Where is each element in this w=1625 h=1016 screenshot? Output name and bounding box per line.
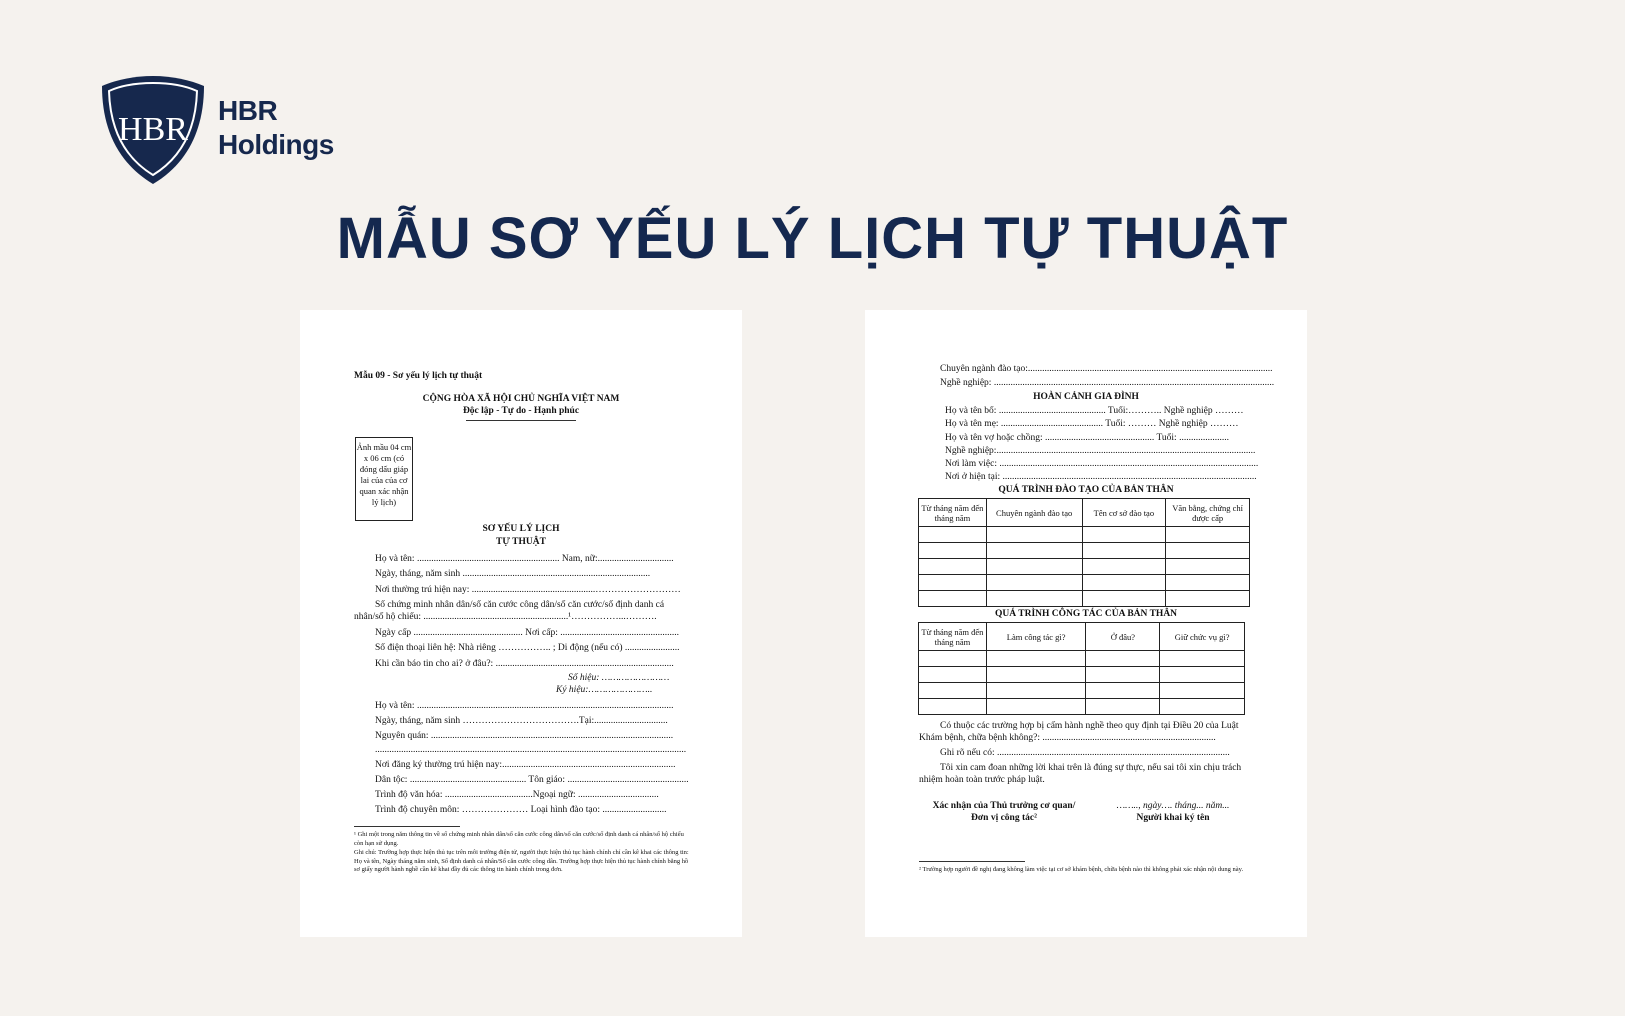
form-line: Số chứng minh nhân dân/số căn cước công dân/số căn cước/số định danh cá bbox=[375, 600, 665, 610]
family-line: Nghề nghiệp:............................................................................................................. bbox=[945, 446, 1256, 456]
table-row bbox=[919, 575, 1250, 591]
national-motto: Độc lập - Tự do - Hạnh phúc bbox=[462, 406, 580, 416]
form-line: Trình độ chuyên môn: ………………… Loại hình đào tạo: ........................... bbox=[375, 805, 667, 815]
form-line: Dân tộc: ................................................. Tôn giáo: ................................................... bbox=[375, 775, 689, 785]
family-line: Họ và tên bố: ............................................. Tuổi:……….. Nghề nghiệp ……… bbox=[945, 406, 1244, 416]
table-header: Làm công tác gì? bbox=[986, 623, 1086, 651]
table-header: Từ tháng năm đến tháng năm bbox=[919, 499, 987, 527]
form-page-2 bbox=[865, 310, 1307, 937]
table-header: Từ tháng năm đến tháng năm bbox=[919, 623, 987, 651]
form-line: Họ và tên: ............................................................ Nam, nữ:................................ bbox=[375, 554, 674, 564]
country-name: CỘNG HÒA XÃ HỘI CHỦ NGHĨA VIỆT NAM bbox=[422, 394, 620, 404]
table-row bbox=[919, 527, 1250, 543]
table-row bbox=[919, 651, 1245, 667]
footnote-rule bbox=[354, 826, 460, 827]
so-hieu: Số hiệu: …………………… bbox=[568, 673, 670, 683]
form-page-1 bbox=[300, 310, 742, 937]
form-line: Khi cần báo tin cho ai? ở đâu?: ........................................................................... bbox=[375, 659, 674, 669]
form-line: Số điện thoại liên hệ: Nhà riêng …………….. ; Di động (nếu có) ....................... bbox=[375, 643, 680, 653]
family-line: Nơi làm việc: ............................................................................................................. bbox=[945, 459, 1259, 469]
family-line: Nơi ở hiện tại: ........................................................................................................... bbox=[945, 472, 1257, 482]
work-title: QUÁ TRÌNH CÔNG TÁC CỦA BẢN THÂN bbox=[994, 609, 1178, 619]
table-row bbox=[919, 559, 1250, 575]
form-title-1: SƠ YẾU LÝ LỊCH bbox=[482, 524, 560, 534]
table-row bbox=[919, 683, 1245, 699]
form-code: Mẫu 09 - Sơ yếu lý lịch tự thuật bbox=[354, 371, 483, 381]
declaration-line: Có thuộc các trường hợp bị cấm hành nghề theo quy định tại Điều 20 của Luật bbox=[940, 721, 1239, 731]
motto-underline bbox=[466, 420, 576, 421]
form-line: ................................................................................................................................... bbox=[375, 745, 687, 755]
declaration-line: Khám bệnh, chữa bệnh không?: ......................................................................... bbox=[919, 733, 1216, 743]
page-headline: MẪU SƠ YẾU LÝ LỊCH TỰ THUẬT bbox=[336, 206, 1289, 271]
footnote: ² Trường hợp người đề nghị đang không làm việc tại cơ sở khám bệnh, chữa bệnh nào thì không phải xác nhận nội dung này. bbox=[919, 866, 1244, 873]
table-row bbox=[919, 699, 1245, 715]
declaration-line: Ghi rõ nếu có: .................................................................................................. bbox=[940, 748, 1230, 758]
table-header: Giữ chức vụ gì? bbox=[1160, 623, 1245, 651]
confirmation-unit: Đơn vị công tác² bbox=[971, 813, 1037, 823]
signer-label: Người khai ký tên bbox=[1136, 813, 1210, 823]
form-line: Trình độ văn hóa: .....................................Ngoại ngữ: .................................. bbox=[375, 790, 659, 800]
table-header: Văn bằng, chứng chỉ được cấp bbox=[1166, 499, 1250, 527]
footnote-rule bbox=[919, 861, 1025, 862]
form-line: nhân/số hộ chiếu: .............................................................¹……………...………. bbox=[354, 612, 657, 622]
work-table bbox=[918, 622, 1245, 715]
family-line: Họ và tên vợ hoặc chồng: .............................................. Tuổi: ..................... bbox=[945, 433, 1229, 443]
shield-icon bbox=[100, 74, 206, 186]
form-line: Nghề nghiệp: ...................................................................................................................... bbox=[940, 378, 1275, 388]
company-logo bbox=[100, 74, 340, 186]
family-title: HOÀN CẢNH GIA ĐÌNH bbox=[1033, 392, 1139, 402]
family-line: Họ và tên mẹ: ........................................... Tuổi: ……… Nghề nghiệp ……… bbox=[945, 419, 1239, 429]
form-line: Ngày, tháng, năm sinh ……………………………….Tại:............................... bbox=[375, 716, 668, 726]
form-title-2: TỰ THUẬT bbox=[496, 537, 546, 547]
logo-name-line1: HBR bbox=[218, 95, 278, 126]
date-line: …….., ngày…. tháng... năm... bbox=[1116, 801, 1230, 811]
logo-monogram: HBR bbox=[118, 111, 188, 148]
table-row bbox=[919, 667, 1245, 683]
table-header: Tên cơ sở đào tạo bbox=[1082, 499, 1166, 527]
commitment-line: Tôi xin cam đoan những lời khai trên là đúng sự thực, nếu sai tôi xin chịu trách bbox=[940, 763, 1242, 773]
form-line: Nơi thường trú hiện nay: ....................................................……………………… bbox=[375, 585, 681, 595]
form-line: Chuyên ngành đào tạo:....................................................................................................... bbox=[940, 364, 1273, 374]
form-line: Ngày, tháng, năm sinh ............................................................................... bbox=[375, 569, 651, 579]
logo-name-line2: Holdings bbox=[218, 129, 334, 160]
ky-hieu: Ký hiệu:………………….. bbox=[556, 685, 653, 695]
table-row bbox=[919, 591, 1250, 607]
photo-box: Ảnh mầu 04 cm x 06 cm (có đóng dấu giáp lai của của cơ quan xác nhận lý lịch) bbox=[355, 437, 413, 521]
form-line: Nơi đăng ký thường trú hiện nay:......................................................................... bbox=[375, 760, 676, 770]
form-line: Nguyên quán: ...................................................................................................... bbox=[375, 731, 674, 741]
confirmation-label: Xác nhận của Thủ trưởng cơ quan/ bbox=[932, 801, 1076, 811]
footnote-2: Ghi chú: Trường hợp thực hiện thủ tục trên môi trường điện tử, người thực hiện thủ tục hành chính chỉ cần kê khai các thông tin: Họ và tên, Ngày tháng năm sinh, Số định danh cá nhân/Số căn cước công dân. Trường hợp thực hiện thủ tục hành chính bằng hồ sơ giấy người hành nghề cần kê khai đầy đủ các thông tin hành chính trong đơn. bbox=[354, 849, 689, 873]
table-row bbox=[919, 543, 1250, 559]
table-header: Ở đâu? bbox=[1086, 623, 1160, 651]
commitment-line: nhiệm hoàn toàn trước pháp luật. bbox=[919, 775, 1045, 785]
training-title: QUÁ TRÌNH ĐÀO TẠO CỦA BẢN THÂN bbox=[998, 485, 1174, 495]
form-line: Ngày cấp .............................................. Nơi cấp: .................................................. bbox=[375, 628, 679, 638]
form-line: Họ và tên: ............................................................................................................ bbox=[375, 701, 674, 711]
table-header: Chuyên ngành đào tạo bbox=[986, 499, 1082, 527]
training-table bbox=[918, 498, 1250, 607]
footnote-1: ¹ Ghi một trong năm thông tin về số chứng minh nhân dân/số căn cước công dân/số căn cước/số định danh cá nhân/số hộ chiếu còn hạn sử dụng. bbox=[354, 831, 684, 847]
